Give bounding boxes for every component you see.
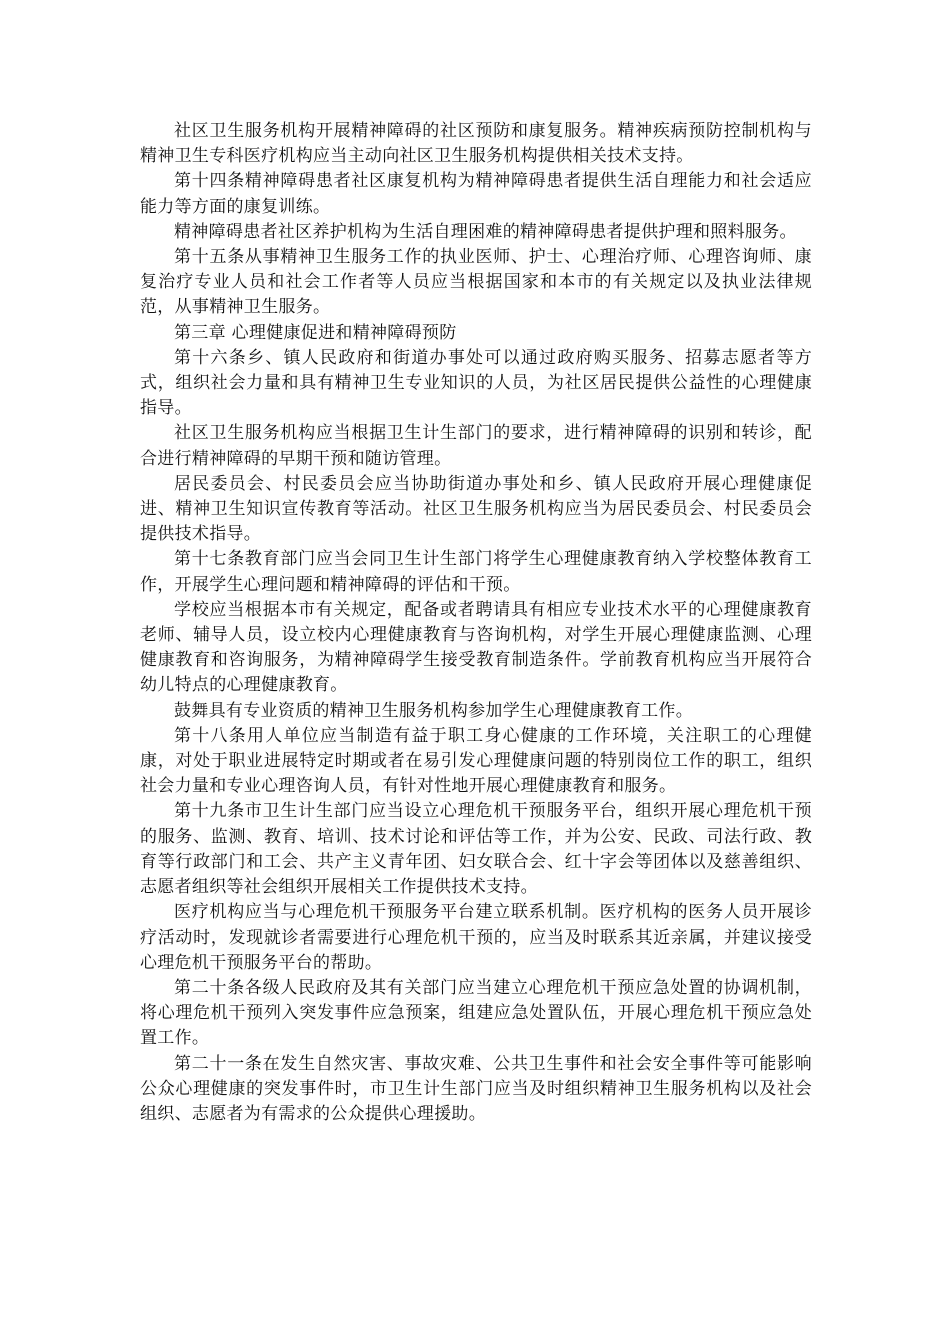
- paragraph-encourage-institutions: 鼓舞具有专业资质的精神卫生服务机构参加学生心理健康教育工作。: [174, 700, 693, 721]
- paragraph-community-services: 社区卫生服务机构开展精神障碍的社区预防和康复服务。精神疾病预防控制机构与精神卫生专科医疗机构应当主动向社区卫生服务机构提供相关技术支持。: [140, 121, 812, 167]
- paragraph-article-15: 第十五条从事精神卫生服务工作的执业医师、护士、心理治疗师、心理咨询师、康复治疗专业人员和社会工作者等人员应当根据国家和本市的有关规定以及执业法律规范，从事精神卫生服务。: [140, 247, 812, 318]
- paragraph-identification-referral: 社区卫生服务机构应当根据卫生计生部门的要求，进行精神障碍的识别和转诊，配合进行精神障碍的早期干预和随访管理。: [140, 423, 812, 469]
- paragraph-medical-liaison: 医疗机构应当与心理危机干预服务平台建立联系机制。医疗机构的医务人员开展诊疗活动时，发现就诊者需要进行心理危机干预的，应当及时联系其近亲属，并建议接受心理危机干预服务平台的帮助。: [140, 902, 812, 973]
- paragraph-article-17: 第十七条教育部门应当会同卫生计生部门将学生心理健康教育纳入学校整体教育工作，开展学生心理问题和精神障碍的评估和干预。: [140, 549, 812, 595]
- paragraph-resident-committees: 居民委员会、村民委员会应当协助街道办事处和乡、镇人民政府开展心理健康促进、精神卫生知识宣传教育等活动。社区卫生服务机构应当为居民委员会、村民委员会提供技术指导。: [140, 473, 812, 545]
- document-page: [140, 119, 812, 1127]
- paragraph-article-18: 第十八条用人单位应当制造有益于职工身心健康的工作环境，关注职工的心理健康，对处于职业进展特定时期或者在易引发心理健康问题的特别岗位工作的职工，组织社会力量和专业心理咨询人员，有针对性地开展心理健康教育和服务。: [140, 725, 812, 797]
- paragraph-article-19: 第十九条市卫生计生部门应当设立心理危机干预服务平台，组织开展心理危机干预的服务、监测、教育、培训、技术讨论和评估等工作，并为公安、民政、司法行政、教育等行政部门和工会、共产主义青年团、妇女联合会、红十字会等团体以及慈善组织、志愿者组织等社会组织开展相关工作提供技术支持。: [140, 801, 812, 898]
- paragraph-article-16: 第十六条乡、镇人民政府和街道办事处可以通过政府购买服务、招募志愿者等方式，组织社会力量和具有精神卫生专业知识的人员，为社区居民提供公益性的心理健康指导。: [140, 347, 812, 419]
- paragraph-article-21: 第二十一条在发生自然灾害、事故灾难、公共卫生事件和社会安全事件等可能影响公众心理健康的突发事件时，市卫生计生部门应当及时组织精神卫生服务机构以及社会组织、志愿者为有需求的公众提供心理援助。: [140, 1053, 812, 1124]
- paragraph-article-14: 第十四条精神障碍患者社区康复机构为精神障碍患者提供生活自理能力和社会适应能力等方面的康复训练。: [140, 171, 812, 217]
- paragraph-article-20: 第二十条各级人民政府及其有关部门应当建立心理危机干预应急处置的协调机制，将心理危机干预列入突发事件应急预案，组建应急处置队伍，开展心理危机干预应急处置工作。: [140, 977, 812, 1049]
- paragraph-care-institutions: 精神障碍患者社区养护机构为生活自理困难的精神障碍患者提供护理和照料服务。: [174, 221, 797, 242]
- chapter-heading-3: 第三章 心理健康促进和精神障碍预防: [174, 322, 457, 343]
- paragraph-school-requirements: 学校应当根据本市有关规定，配备或者聘请具有相应专业技术水平的心理健康教育老师、辅导人员，设立校内心理健康教育与咨询机构，对学生开展心理健康监测、心理健康教育和咨询服务，为精神障碍学生接受教育制造条件。学前教育机构应当开展符合幼儿特点的心理健康教育。: [140, 599, 812, 696]
